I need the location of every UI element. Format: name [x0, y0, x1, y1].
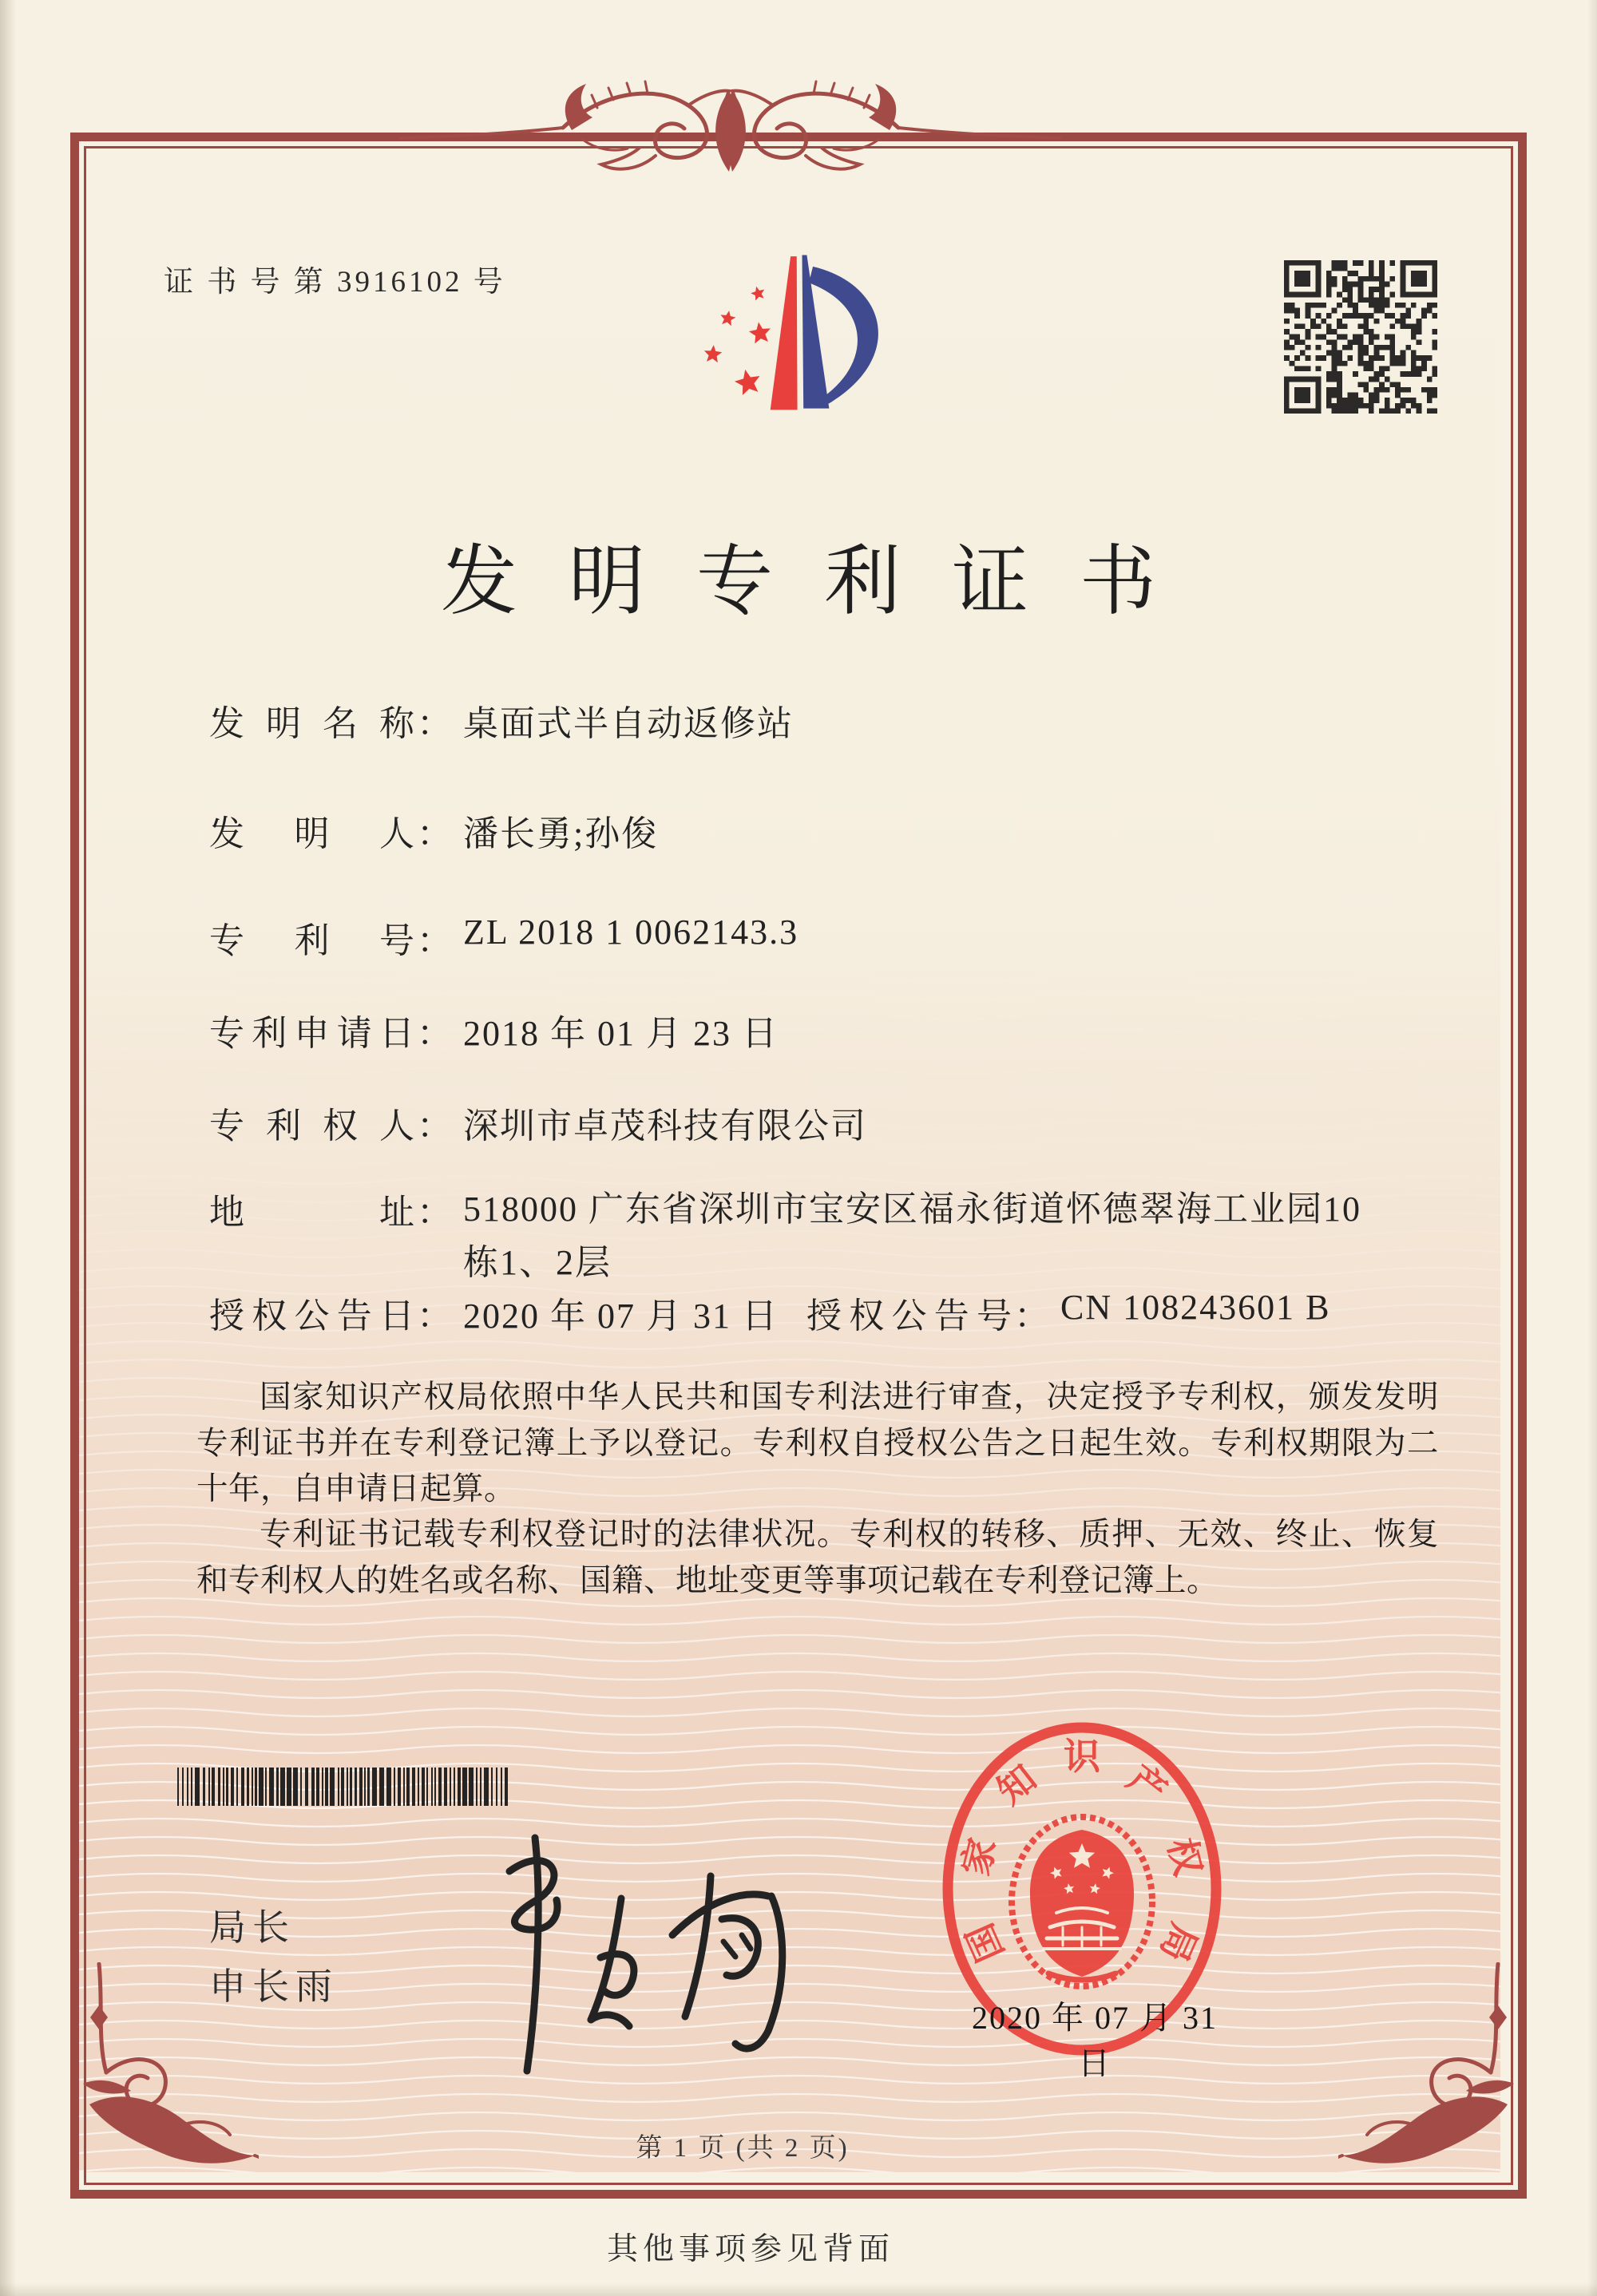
colon: ： — [417, 1014, 452, 1053]
colon: ： — [417, 1193, 452, 1232]
national-emblem-icon — [1012, 1817, 1152, 1986]
field-label: 发明人 — [209, 814, 415, 853]
field-label: 授权公告号 — [806, 1296, 1012, 1336]
field-label: 专利权人 — [209, 1106, 415, 1146]
field-label: 授权公告日 — [209, 1296, 415, 1336]
colon: ： — [1014, 1296, 1049, 1336]
svg-text:识: 识 — [1064, 1736, 1100, 1778]
field-value-patent-number: ZL 2018 1 0062143.3 — [463, 912, 799, 952]
field-row-patent-number — [209, 912, 798, 963]
colon: ： — [417, 921, 452, 960]
field-row-grant — [209, 1287, 1407, 1338]
field-value-patentee: 深圳市卓茂科技有限公司 — [463, 1106, 867, 1146]
signatory-name: 申长雨 — [209, 1966, 339, 2007]
qr-code — [1284, 260, 1437, 414]
page-number: 第 1 页 (共 2 页) — [636, 2134, 850, 2163]
signatory-title: 局长 — [209, 1907, 295, 1948]
cnipa-logo-icon — [680, 239, 924, 442]
colon: ： — [417, 1296, 452, 1336]
certificate-number: 证 书 号 第 3916102 号 — [164, 266, 506, 299]
field-value-inventor: 潘长勇;孙俊 — [463, 814, 659, 853]
field-value-grant-number: CN 108243601 B — [1060, 1288, 1331, 1327]
field-row-application-date — [209, 1004, 779, 1055]
field-label: 地址 — [209, 1193, 415, 1232]
colon: ： — [417, 1106, 452, 1146]
field-row-address — [209, 1183, 1389, 1290]
field-label: 发明名称 — [209, 704, 415, 743]
field-value-address: 518000 广东省深圳市宝安区福永街道怀德翠海工业园10栋1、2层 — [463, 1190, 1361, 1282]
field-row-patentee — [209, 1097, 867, 1148]
back-side-note: 其他事项参见背面 — [606, 2232, 894, 2266]
field-row-inventor — [209, 805, 658, 856]
legal-paragraph: 专利证书记载专利权登记时的法律状况。专利权的转移、质押、无效、终止、恢复和专利权人的姓名或名称、国籍、地址变更等事项记载在专利登记簿上。 — [196, 1517, 1439, 1598]
colon: ： — [417, 814, 452, 853]
field-label: 专利申请日 — [209, 1014, 415, 1053]
svg-text:家: 家 — [955, 1834, 1004, 1880]
grant-number-pair — [806, 1287, 1330, 1338]
field-value-invention-name: 桌面式半自动返修站 — [463, 704, 794, 743]
legal-paragraph: 国家知识产权局依照中华人民共和国专利法进行审查，决定授予专利权，颁发发明专利证书并在专利登记簿上予以登记。专利权自授权公告之日起生效。专利权期限为二十年，自申请日起算。 — [196, 1380, 1439, 1506]
svg-text:产: 产 — [1119, 1757, 1175, 1812]
field-row-invention-name — [209, 695, 794, 746]
signature-script-icon — [471, 1822, 822, 2093]
colon: ： — [417, 704, 452, 743]
field-value-application-date: 2018 年 01 月 23 日 — [463, 1014, 779, 1053]
svg-text:知: 知 — [989, 1757, 1044, 1812]
barcode — [177, 1768, 508, 1806]
svg-text:局: 局 — [1152, 1917, 1205, 1968]
svg-text:国: 国 — [959, 1917, 1012, 1968]
certificate-title: 发明专利证书 — [441, 539, 1207, 624]
seal-date: 2020 年 07 月 31 日 — [972, 2000, 1218, 2081]
svg-text:权: 权 — [1160, 1834, 1209, 1880]
field-value-grant-date: 2020 年 07 月 31 日 — [463, 1296, 779, 1336]
field-label: 专利号 — [209, 921, 415, 960]
